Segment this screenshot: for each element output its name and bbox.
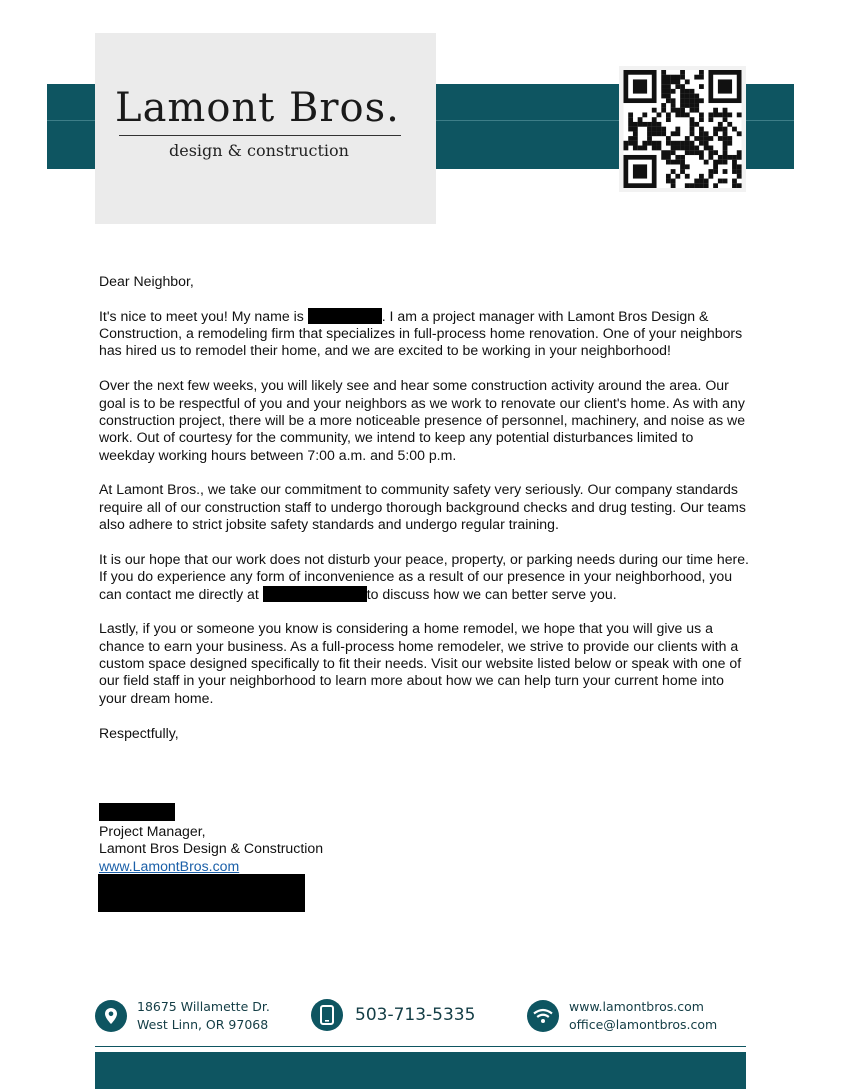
signer-company: Lamont Bros Design & Construction — [99, 840, 324, 857]
footer-website[interactable]: www.lamontbros.com — [569, 999, 704, 1014]
footer-address-line1: 18675 Willamette Dr. — [137, 999, 270, 1014]
footer-phone-number: 503-713-5335 — [355, 1005, 476, 1025]
contact-text-start: It is our hope that our work does not disturb your peace, property, or parking needs during our time here. If you do experience any form of inconvenience as a result of our presence in your neighborhood, you can contact me directly at — [99, 550, 749, 602]
contact-text-end: to discuss how we can better serve you. — [366, 585, 617, 602]
footer-address — [95, 998, 270, 1034]
qr-code-icon — [619, 66, 746, 192]
location-pin-icon — [95, 1000, 127, 1032]
signature-block — [99, 803, 323, 875]
paragraph-remodel: Lastly, if you or someone you know is considering a home remodel, we hope that you will give us a chance to earn your business. As a full-process home remodeler, we strive to provide our clients with a custom space designed specifically to fit their needs. Visit our website listed below or speak with one of our field staff in your neighborhood to learn more about how we can help turn your current home into your dream home. — [99, 620, 742, 706]
website-link[interactable]: www.LamontBros.com — [99, 857, 240, 874]
paragraph-contact — [99, 551, 749, 603]
intro-text-start: It's nice to meet you! My name is — [99, 307, 308, 324]
footer-email[interactable]: office@lamontbros.com — [569, 1017, 718, 1032]
salutation: Dear Neighbor, — [99, 273, 194, 289]
footer-address-line2: West Linn, OR 97068 — [137, 1017, 269, 1032]
redacted-name — [308, 308, 382, 324]
logo-tagline: design & construction — [169, 141, 349, 160]
closing: Respectfully, — [99, 724, 179, 741]
phone-icon — [311, 999, 343, 1031]
letter-body — [99, 273, 749, 759]
footer-web — [527, 998, 717, 1034]
footer-divider — [95, 1046, 746, 1047]
footer-band — [95, 1052, 746, 1089]
footer-phone — [311, 999, 475, 1031]
intro-text-end: . I am a project manager with Lamont Bros Design & Construction, a remodeling firm that specializes in full-process home renovation. One of your neighbors has hired us to remodel their home, and we are excited to be working in your neighborhood! — [99, 307, 743, 359]
wifi-icon — [527, 1000, 559, 1032]
logo-divider — [119, 135, 401, 136]
redacted-contact-info — [98, 874, 305, 912]
redacted-phone — [263, 586, 367, 602]
redacted-signature — [99, 803, 175, 821]
paragraph-safety: At Lamont Bros., we take our commitment to community safety very seriously. Our company standards require all of our construction staff to undergo thorough background checks and drug testing. Our teams also adhere to strict jobsite safety standards and undergo regular training. — [99, 481, 746, 533]
paragraph-schedule: Over the next few weeks, you will likely see and hear some construction activity around the area. Our goal is to be respectful of you and your neighbors as we work to renovate our client's home. As with any construction project, there will be a more noticeable presence of personnel, machinery, and noise as we work. Out of courtesy for the community, we intend to keep any potential disturbances limited to weekday working hours between 7:00 a.m. and 5:00 p.m. — [99, 377, 746, 463]
logo-company-name: Lamont Bros. — [115, 85, 400, 131]
paragraph-intro — [99, 308, 749, 360]
signer-title: Project Manager, — [99, 823, 206, 839]
company-logo — [95, 33, 436, 224]
